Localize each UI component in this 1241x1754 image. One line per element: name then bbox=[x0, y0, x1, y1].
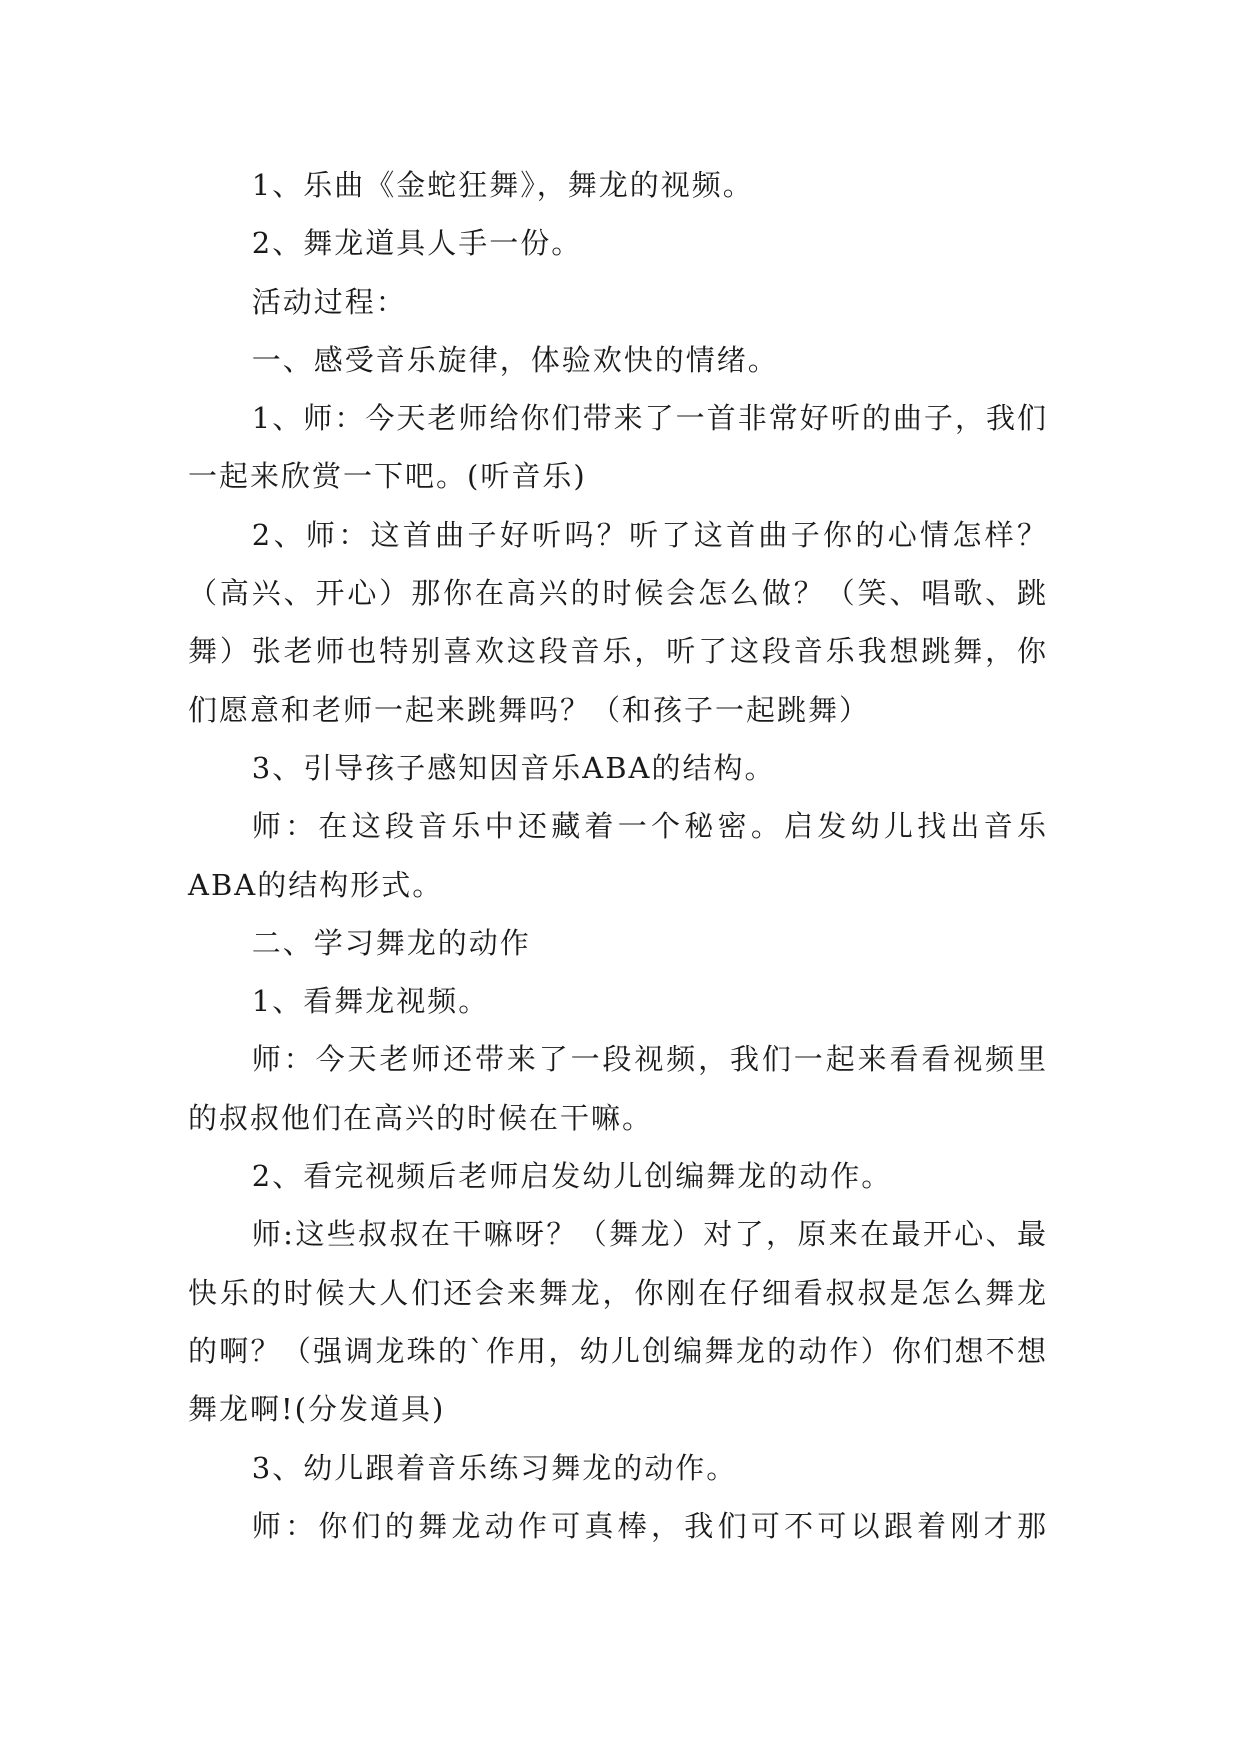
paragraph-section-1-teacher: 师：在这段音乐中还藏着一个秘密。启发幼儿找出音乐ABA的结构形式。 bbox=[188, 809, 1048, 902]
paragraph-materials-2: 2、舞龙道具人手一份。 bbox=[251, 226, 583, 261]
document-body bbox=[188, 156, 1048, 1555]
paragraph-process-heading: 活动过程： bbox=[251, 284, 407, 319]
paragraph-section-2-teacher-3: 师：你们的舞龙动作可真棒，我们可不可以跟着刚才那 bbox=[251, 1508, 1048, 1543]
paragraph-section-1-step-1: 1、师：今天老师给你们带来了一首非常好听的曲子，我们一起来欣赏一下吧。(听音乐) bbox=[188, 401, 1048, 494]
paragraph-section-2-teacher-1: 师：今天老师还带来了一段视频，我们一起来看看视频里的叔叔他们在高兴的时候在干嘛。 bbox=[188, 1042, 1048, 1135]
paragraph-section-1-step-2: 2、师：这首曲子好听吗？听了这首曲子你的心情怎样？（高兴、开心）那你在高兴的时候会怎么做？（笑、唱歌、跳舞）张老师也特别喜欢这段音乐，听了这段音乐我想跳舞，你们愿意和老师一起来跳舞吗？（和孩子一起跳舞） bbox=[188, 517, 1048, 727]
paragraph-section-1-step-3: 3、引导孩子感知因音乐ABA的结构。 bbox=[251, 750, 776, 785]
paragraph-section-2-step-3: 3、幼儿跟着音乐练习舞龙的动作。 bbox=[251, 1450, 738, 1485]
paragraph-section-2-heading: 二、学习舞龙的动作 bbox=[251, 925, 531, 960]
paragraph-section-2-teacher-2: 师:这些叔叔在干嘛呀？（舞龙）对了，原来在最开心、最快乐的时候大人们还会来舞龙，你刚在仔细看叔叔是怎么舞龙的啊？（强调龙珠的`作用，幼儿创编舞龙的动作）你们想不想舞龙啊!(分发道具) bbox=[188, 1217, 1048, 1427]
paragraph-materials-1: 1、乐曲《金蛇狂舞》，舞龙的视频。 bbox=[251, 168, 754, 202]
paragraph-section-2-step-1: 1、看舞龙视频。 bbox=[251, 984, 490, 1019]
paragraph-section-1-heading: 一、感受音乐旋律，体验欢快的情绪。 bbox=[251, 342, 779, 377]
paragraph-section-2-step-2: 2、看完视频后老师启发幼儿创编舞龙的动作。 bbox=[251, 1159, 893, 1194]
